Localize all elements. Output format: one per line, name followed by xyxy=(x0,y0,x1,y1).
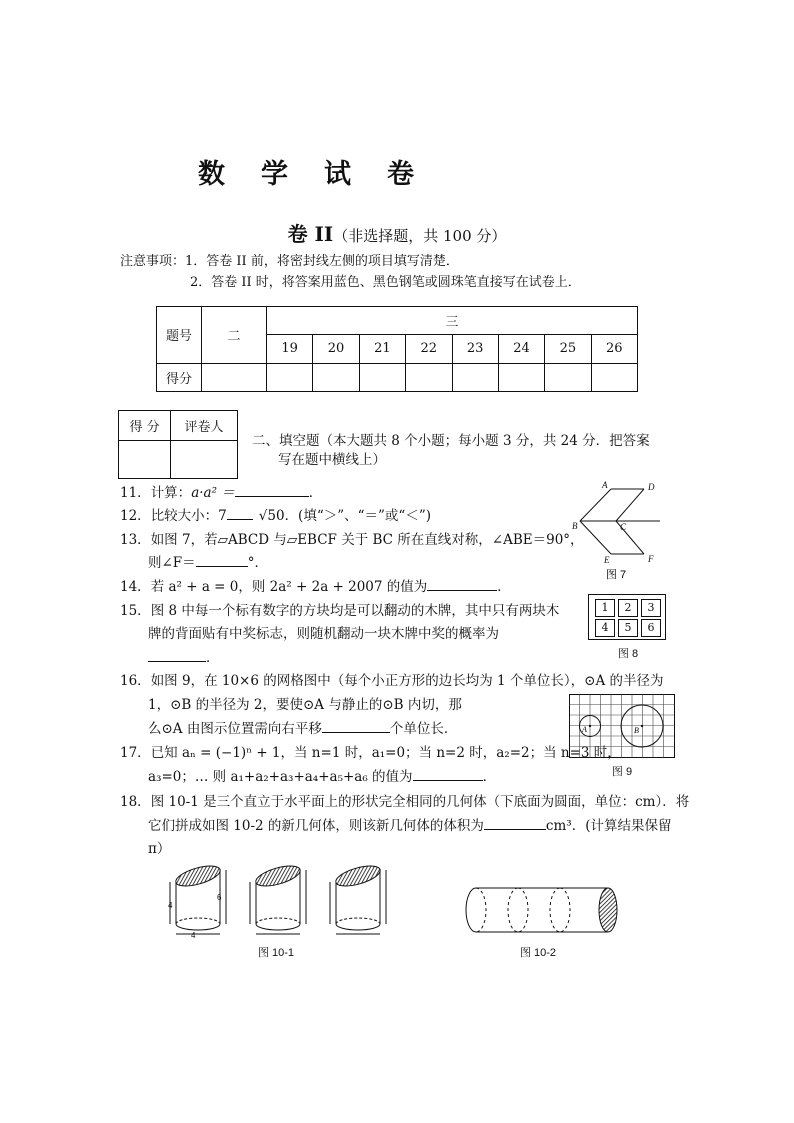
paper-label: 卷 II xyxy=(287,222,334,246)
question-text: 它们拼成如图 10-2 的新几何体，则该新几何体的体积为 xyxy=(148,818,484,834)
fig8-tile: 4 xyxy=(595,619,615,637)
grader-box xyxy=(118,410,238,479)
question-text: ． xyxy=(206,650,220,666)
figure-10-2 xyxy=(462,880,626,940)
section-heading-cont: 写在题中横线上） xyxy=(278,452,386,468)
fig7-line-be xyxy=(580,521,611,554)
question-number: 14． xyxy=(120,579,151,595)
question-15-line-2: 牌的背面贴有中奖标志，则随机翻动一块木牌中奖的概率为 xyxy=(148,626,499,642)
score-cell[interactable] xyxy=(452,363,498,391)
question-15 xyxy=(120,600,559,622)
fig10-cylinder xyxy=(250,862,306,934)
fig9-label: B xyxy=(634,726,639,735)
score-table-qnum: 20 xyxy=(313,335,359,363)
question-number: 16． xyxy=(120,673,151,689)
score-cell[interactable] xyxy=(202,363,267,391)
fig7-label: E xyxy=(604,555,610,565)
paper-subtitle xyxy=(0,218,794,247)
score-table-qnum: 19 xyxy=(267,335,313,363)
fig8-tile: 3 xyxy=(641,599,661,617)
fig7-label: B xyxy=(572,521,578,531)
score-table-qnum: 26 xyxy=(591,335,637,363)
title-char: 数 xyxy=(198,159,253,190)
math-expression: √50 xyxy=(258,508,285,524)
question-text: a₃=0；… 则 a₁+a₂+a₃+a₄+a₅+a₆ 的值为 xyxy=(148,769,413,785)
score-table xyxy=(156,306,638,392)
fig7-caption: 图 7 xyxy=(605,569,627,581)
question-text: 计算： xyxy=(150,485,192,501)
question-17-line-2 xyxy=(148,766,496,788)
fig7-label: D xyxy=(648,482,655,492)
fig8-caption: 图 8 xyxy=(617,648,639,660)
fig7-label: F xyxy=(648,554,654,564)
score-cell[interactable] xyxy=(313,363,359,391)
question-18-line-3: π） xyxy=(148,841,171,857)
title-char: 试 xyxy=(324,159,379,190)
question-11 xyxy=(120,482,322,504)
question-text: 图 10-1 是三个直立于水平面上的形状完全相同的几何体（下底面为圆面，单位：cm）．将 xyxy=(150,794,690,810)
fig8-tile: 6 xyxy=(641,619,661,637)
grader-score-label: 得 分 xyxy=(119,411,171,441)
question-text: 个单位长． xyxy=(389,721,458,737)
grader-name-cell[interactable] xyxy=(171,441,238,479)
score-table-part-three: 三 xyxy=(267,307,638,335)
fig7-line-ba xyxy=(580,489,611,521)
question-text: 如图 9，在 10×6 的网格图中（每个小正方形的边长均为 1 个单位长），⊙A 的半径为 xyxy=(150,673,664,689)
figure-10-1 xyxy=(160,858,400,942)
score-table-qnum: 25 xyxy=(545,335,591,363)
question-13-line-2 xyxy=(148,552,268,574)
question-number: 18． xyxy=(120,794,151,810)
question-13 xyxy=(120,529,584,551)
question-text: °． xyxy=(247,555,268,571)
question-number: 13． xyxy=(120,532,151,548)
question-text: ．(填“＞”、“＝”或“＜”) xyxy=(284,508,432,524)
fig10-dim-right: 6 xyxy=(217,893,222,902)
answer-blank[interactable] xyxy=(148,648,206,662)
grader-name-label: 评卷人 xyxy=(171,411,238,441)
question-text: cm³．(计算结果保留 xyxy=(545,818,672,834)
question-12 xyxy=(120,505,431,527)
answer-blank[interactable] xyxy=(322,719,390,733)
question-16 xyxy=(120,670,664,692)
score-table-qnum: 23 xyxy=(452,335,498,363)
question-text: 比较大小：7 xyxy=(150,508,227,524)
question-text: 如图 7，若▱ABCD 与▱EBCF 关于 BC 所在直线对称，∠ABE＝90°， xyxy=(150,532,584,548)
figure-7 xyxy=(566,476,666,584)
score-cell[interactable] xyxy=(591,363,637,391)
section-heading: 二、填空题（本大题共 8 个小题；每小题 3 分，共 24 分．把答案 xyxy=(252,433,650,449)
question-text: 则∠F＝ xyxy=(148,555,196,571)
answer-blank[interactable] xyxy=(227,506,253,520)
question-18 xyxy=(120,791,689,813)
score-cell[interactable] xyxy=(498,363,544,391)
paper-note: （非选择题，共 100 分） xyxy=(333,227,507,245)
score-table-part-two: 二 xyxy=(202,307,267,364)
figure-8 xyxy=(588,594,666,640)
page-title xyxy=(0,152,640,191)
score-cell[interactable] xyxy=(359,363,405,391)
question-text: ． xyxy=(497,579,511,595)
fig9-caption: 图 9 xyxy=(611,766,633,778)
answer-blank[interactable] xyxy=(196,553,248,567)
fig7-label: C xyxy=(620,522,627,532)
grader-score-cell[interactable] xyxy=(119,441,171,479)
question-text: 已知 aₙ = (−1)ⁿ + 1，当 n=1 时，a₁=0；当 n=2 时，a₂=2；当 n=3 时， xyxy=(150,745,621,761)
question-16-line-3 xyxy=(148,718,457,740)
fig10-1-caption: 图 10-1 xyxy=(257,947,295,959)
question-text: 么⊙A 由图示位置需向右平移 xyxy=(148,721,322,737)
fig8-tile: 2 xyxy=(618,599,638,617)
answer-blank[interactable] xyxy=(413,767,483,781)
question-number: 11． xyxy=(120,485,151,501)
fig9-label: A xyxy=(582,725,587,734)
question-number: 12． xyxy=(120,508,151,524)
question-18-line-2 xyxy=(148,815,671,837)
question-text: ． xyxy=(482,769,497,785)
fig10-dim-bottom: 4 xyxy=(191,931,196,940)
question-number: 17． xyxy=(120,745,151,761)
question-17 xyxy=(120,742,621,764)
score-cell[interactable] xyxy=(545,363,591,391)
title-char: 卷 xyxy=(387,159,442,190)
fig10-2-caption: 图 10-2 xyxy=(519,947,557,959)
question-number: 15． xyxy=(120,603,151,619)
score-table-qnum: 21 xyxy=(359,335,405,363)
question-16-line-2: 1，⊙B 的半径为 2，要使⊙A 与静止的⊙B 内切，那 xyxy=(148,697,462,713)
fig10-cylinder xyxy=(330,862,386,934)
notes-label: 注意事项： xyxy=(120,254,186,269)
fig8-tile: 5 xyxy=(618,619,638,637)
question-text: 图 8 中每一个标有数字的方块均是可以翻动的木牌，其中只有两块木 xyxy=(150,603,560,619)
score-cell[interactable] xyxy=(406,363,452,391)
question-14 xyxy=(120,576,511,598)
answer-blank[interactable] xyxy=(484,816,546,830)
score-table-question-label: 题号 xyxy=(157,307,202,364)
fig7-label: A xyxy=(602,480,608,490)
math-expression: a·a² ＝ xyxy=(191,485,235,501)
notes-item-2: 2．答卷 II 时，将答案用蓝色、黑色钢笔或圆珠笔直接写在试卷上． xyxy=(190,275,581,290)
answer-blank[interactable] xyxy=(235,483,309,497)
question-15-line-3 xyxy=(148,647,220,669)
score-cell[interactable] xyxy=(267,363,313,391)
notes-line-1 xyxy=(120,250,459,269)
score-table-qnum: 22 xyxy=(406,335,452,363)
score-table-qnum: 24 xyxy=(498,335,544,363)
score-table-score-label: 得分 xyxy=(157,363,202,391)
fig10-dim-left: 4 xyxy=(168,901,173,910)
fig8-tile: 1 xyxy=(595,599,615,617)
answer-blank[interactable] xyxy=(427,577,497,591)
title-char: 学 xyxy=(261,159,316,190)
notes-item-1: 1．答卷 II 前，将密封线左侧的项目填写清楚． xyxy=(185,254,459,269)
fig7-line-dc xyxy=(616,489,644,521)
question-text: ． xyxy=(308,485,323,501)
question-text: 若 a² + a = 0，则 2a² + 2a + 2007 的值为 xyxy=(150,579,428,595)
